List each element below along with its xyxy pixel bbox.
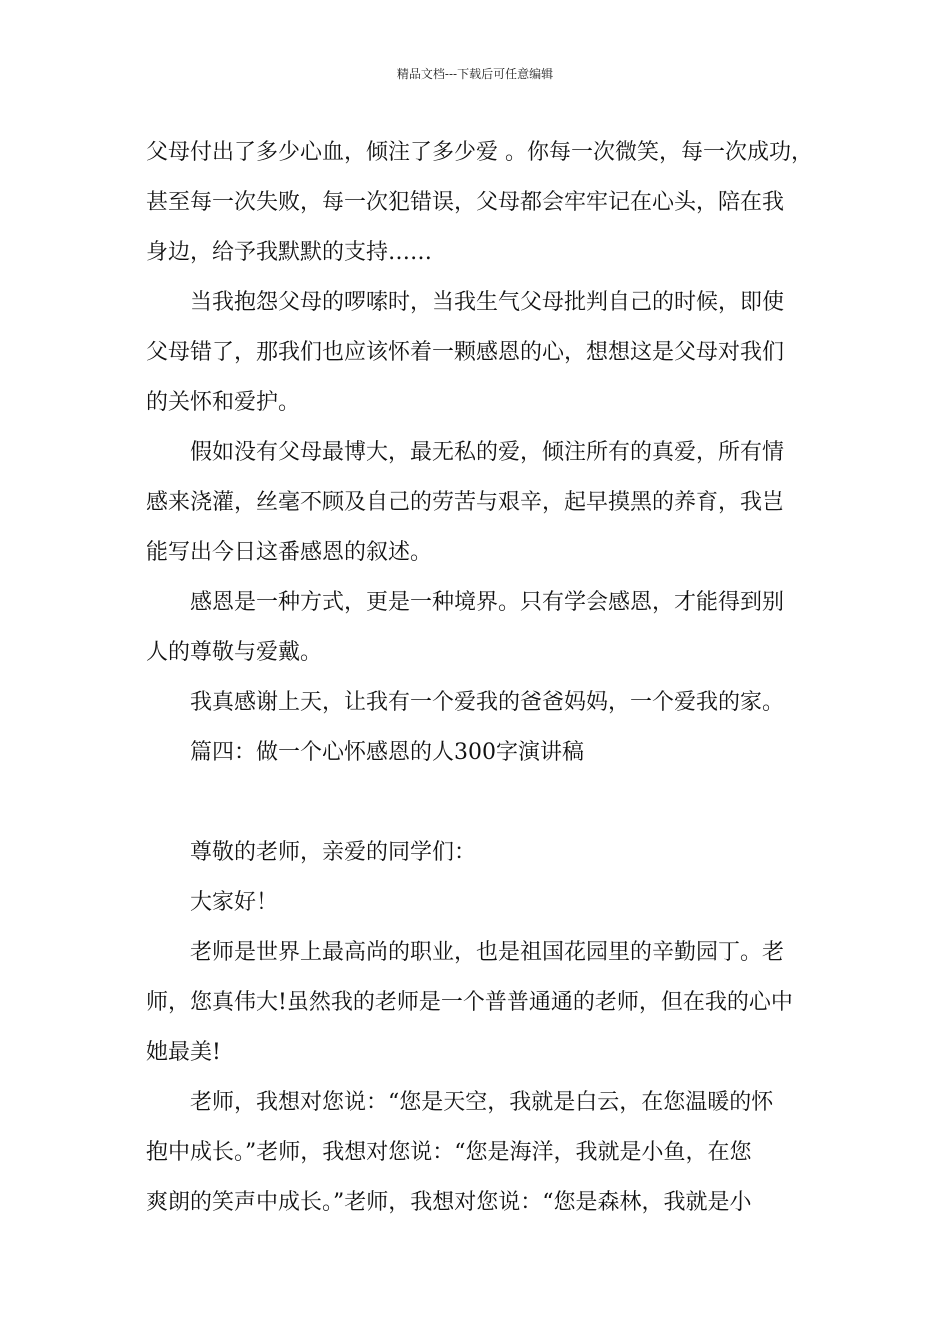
text-line: 抱中成长。”老师，我想对您说：“您是海洋，我就是小鱼，在您 xyxy=(146,1140,752,1165)
text-line: 人的尊敬与爱戴。 xyxy=(146,640,323,665)
text-line: 当我抱怨父母的啰嗦时，当我生气父母批判自己的时候，即使 xyxy=(190,290,785,315)
page-header: 精品文档---下载后可任意编辑 xyxy=(396,67,554,81)
text-line: 能写出今日这番感恩的叙述。 xyxy=(146,540,433,565)
text-line: 身边，给予我默默的支持…… xyxy=(146,240,433,265)
text-line: 甚至每一次失败，每一次犯错误，父母都会牢牢记在心头，陪在我 xyxy=(146,190,785,215)
text-line: 老师，我想对您说：“您是天空，我就是白云，在您温暖的怀 xyxy=(190,1090,774,1115)
greeting: 大家好！ xyxy=(190,890,279,915)
text-line: 的关怀和爱护。 xyxy=(146,390,301,415)
text-line: 爽朗的笑声中成长。”老师，我想对您说：“您是森林，我就是小 xyxy=(146,1190,752,1215)
text-line: 她最美! xyxy=(146,1040,221,1065)
blank-line xyxy=(146,778,814,828)
text-line: 师，您真伟大!虽然我的老师是一个普普通通的老师，但在我的心中 xyxy=(146,990,793,1015)
document-body xyxy=(146,128,814,1228)
text-line: 我真感谢上天，让我有一个爱我的爸爸妈妈，一个爱我的家。 xyxy=(190,690,785,715)
text-line: 父母错了，那我们也应该怀着一颗感恩的心，想想这是父母对我们 xyxy=(146,340,785,365)
text-line: 父母付出了多少心血，倾注了多少爱 。你每一次微笑，每一次成功， xyxy=(146,140,813,165)
salutation: 尊敬的老师，亲爱的同学们： xyxy=(190,840,477,865)
section-heading: 篇四：做一个心怀感恩的人300字演讲稿 xyxy=(190,740,584,765)
text-line: 感恩是一种方式，更是一种境界。只有学会感恩，才能得到别 xyxy=(190,590,785,615)
text-line: 假如没有父母最博大，最无私的爱，倾注所有的真爱，所有情 xyxy=(190,440,785,465)
text-line: 老师是世界上最高尚的职业，也是祖国花园里的辛勤园丁。老 xyxy=(190,940,785,965)
text-line: 感来浇灌，丝毫不顾及自己的劳苦与艰辛，起早摸黑的养育，我岂 xyxy=(146,490,785,515)
